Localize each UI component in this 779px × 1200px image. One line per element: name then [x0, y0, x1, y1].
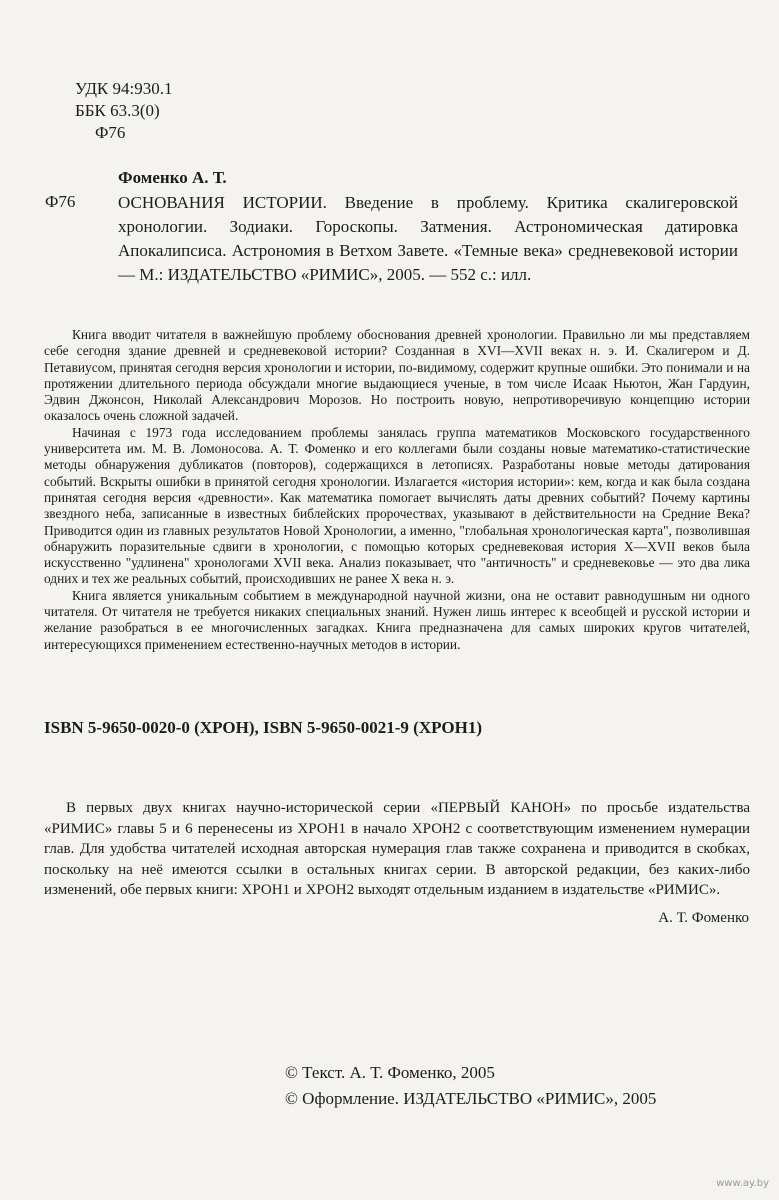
abstract-paragraph: Книга вводит читателя в важнейшую проблему обоснования древней хронологии. Правильно ли мы представляем себе сегодня здание древней и средневековой истории? Созданная в XVI—XVII веках н. э. И. Скалигером и Д. Петавиусом, принятая сегодня версия хронологии и истории, по-видимому, содержит крупные ошибки. Это понимали и на протяжении длительного периода обсуждали многие выдающиеся ученые, в том числе Исаак Ньютон, Жан Гардуин, Эдвин Джонсон, Николай Александрович Морозов. Но построить новую, непротиворечивую концепцию истории оказалось очень сложной задачей. — [44, 327, 750, 424]
copyright-design: © Оформление. ИЗДАТЕЛЬСТВО «РИМИС», 2005 — [285, 1089, 657, 1108]
note-paragraph: В первых двух книгах научно-исторической серии «ПЕРВЫЙ КАНОН» по просьбе издательства «РИМИС» главы 5 и 6 перенесены из ХРОН1 в начало ХРОН2 с соответствующим изменением нумерации глав. Для удобства читателей исходная авторская нумерация глав также сохранена и приводится в скобках, поскольку на неё имеются ссылки в остальных книгах серии. В авторской редакции, без каких-либо изменений, обе первых книги: ХРОН1 и ХРОН2 выходят отдельным изданием в издательстве «РИМИС». — [44, 800, 750, 898]
bbk-code: ББК 63.3(0) — [75, 101, 160, 120]
author-mark-code: Ф76 — [95, 123, 126, 142]
author-name: Фоменко А. Т. — [118, 168, 227, 187]
catalog-mark: Ф76 — [45, 192, 76, 211]
udk-block — [75, 78, 172, 144]
copyright-block — [285, 1060, 656, 1112]
copyright-text: © Текст. А. Т. Фоменко, 2005 — [285, 1063, 495, 1082]
udk-code: УДК 94:930.1 — [75, 79, 173, 98]
abstract — [44, 327, 750, 653]
watermark: www.ay.by — [716, 1178, 769, 1189]
editorial-note — [44, 798, 750, 901]
bibliographic-description: ОСНОВАНИЯ ИСТОРИИ. Введение в проблему. Критика скалигеровской хронологии. Зодиаки. Гороскопы. Затмения. Астрономическая датировка Апокалипсиса. Астрономия в Ветхом Завете. «Темные века» средневековой истории — М.: ИЗДАТЕЛЬСТВО «РИМИС», 2005. — 552 с.: илл. — [118, 193, 738, 284]
isbn-line: ISBN 5-9650-0020-0 (ХРОН), ISBN 5-9650-0021-9 (ХРОН1) — [44, 718, 482, 737]
note-signature: А. Т. Фоменко — [658, 910, 749, 926]
abstract-paragraph: Книга является уникальным событием в международной научной жизни, она не оставит равнодушным ни одного читателя. От читателя не требуется никаких специальных знаний. Нужен лишь интерес к всеобщей и русской истории и желание разобраться в ее многочисленных загадках. Книга предназначена для самых широких кругов читателей, интересующихся применением естественно-научных методов в истории. — [44, 587, 750, 652]
abstract-paragraph: Начиная с 1973 года исследованием проблемы занялась группа математиков Московского государственного университета им. М. В. Ломоносова. А. Т. Фоменко и его коллегами были созданы новые математико-статистические методы обнаружения дубликатов (повторов), содержащихся в летописях. Разработаны новые методы датирования событий. Вскрыты ошибки в принятой сегодня хронологии. Излагается «история истории»: кем, когда и как была создана принятая сегодня версия «древности». Как математика помогает вычислять даты древних событий? Почему картины звездного неба, записанные в известных библейских пророчествах, указывают в действительности на Средние Века? Приводится один из главных результатов Новой Хронологии, а именно, "глобальная хронологическая карта", позволившая обнаружить поразительные сдвиги в хронологии, с помощью которых средневековая история X—XVII веков была искусственно "удлинена" хронологами XVII века. Анализ показывает, что "античность" и средневековье — это два лика одних и тех же реальных событий, происходивших не ранее X века н. э. — [44, 424, 750, 587]
